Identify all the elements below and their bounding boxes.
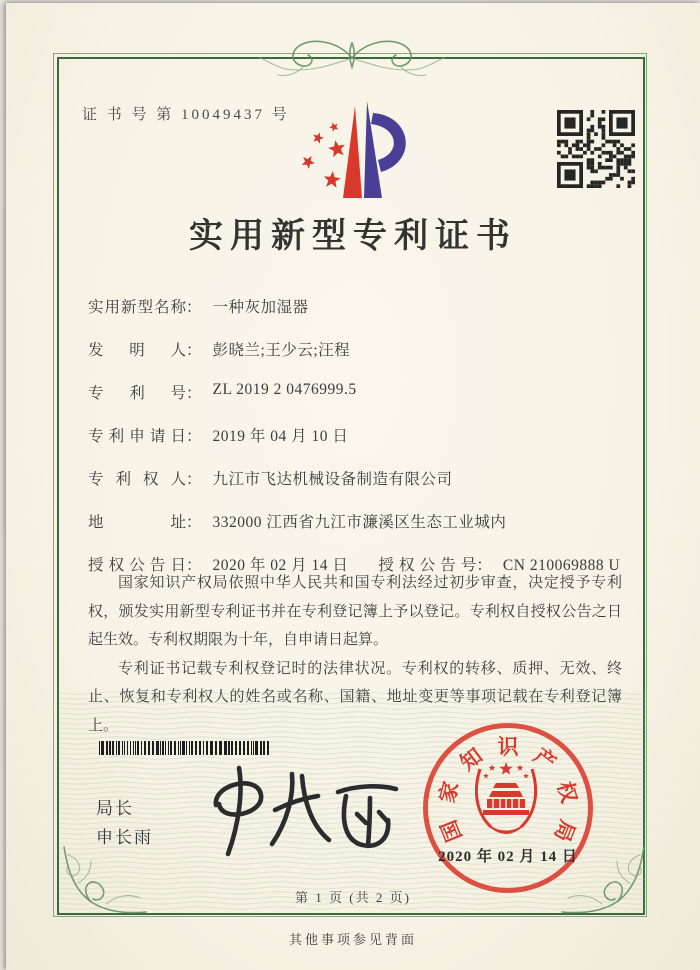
back-note: 其他事项参见背面 xyxy=(288,932,417,947)
field-value: 彭晓兰;王少云;汪程 xyxy=(212,342,351,359)
field-row-address xyxy=(88,510,628,537)
seal-char: 国 xyxy=(436,816,467,846)
colon: ： xyxy=(186,514,202,531)
seal-char: 局 xyxy=(549,816,580,846)
colon: ： xyxy=(186,342,202,359)
seal-char: 家 xyxy=(434,778,464,806)
field-value: ZL 2019 2 0476999.5 xyxy=(212,381,357,398)
certificate-number: 证 书 号 第 10049437 号 xyxy=(82,107,290,123)
page-number: 第 1 页 (共 2 页) xyxy=(295,890,411,905)
officer-name: 申长雨 xyxy=(96,828,153,847)
field-value: CN 210069888 U xyxy=(502,557,621,574)
field-row-patentee xyxy=(88,467,628,494)
qr-code xyxy=(557,110,635,188)
colon: ： xyxy=(186,385,202,402)
field-row-patent-no xyxy=(88,381,628,408)
officer-block xyxy=(96,794,153,852)
cnipa-logo-icon xyxy=(294,99,426,205)
field-value: 332000 江西省九江市濂溪区生态工业城内 xyxy=(212,514,507,531)
seal-date: 2020 年 02 月 14 日 xyxy=(438,849,578,865)
certificate-page xyxy=(6,3,700,970)
field-label: 授权公告号 xyxy=(378,557,477,574)
field-label: 授权公告日 xyxy=(88,557,186,574)
certificate-title: 实用新型专利证书 xyxy=(189,218,517,255)
colon: ： xyxy=(186,471,202,488)
colon: ： xyxy=(476,557,492,574)
top-border-ornament-icon xyxy=(246,33,458,83)
fields-section xyxy=(88,295,628,596)
field-label: 发明人 xyxy=(88,342,186,359)
field-row-name xyxy=(88,295,628,322)
field-label: 专利号 xyxy=(88,385,186,402)
seal-char: 权 xyxy=(552,778,582,806)
barcode xyxy=(99,741,275,755)
official-seal xyxy=(423,723,593,893)
seal-char: 识 xyxy=(497,735,519,759)
field-value: 一种灰加湿器 xyxy=(212,299,309,316)
legal-paragraph-1: 国家知识产权局依照中华人民共和国专利法经过初步审查，决定授予专利权，颁发实用新型专利证书并在专利登记簿上予以登记。专利权自授权公告之日起生效。专利权期限为十年，自申请日起算。 xyxy=(88,575,622,648)
legal-text xyxy=(88,569,622,740)
officer-title: 局长 xyxy=(96,799,134,818)
field-row-inventors xyxy=(88,338,628,365)
field-value: 2020 年 02 月 14 日 xyxy=(212,557,349,574)
field-label: 地址 xyxy=(88,514,186,531)
field-value: 2019 年 04 月 10 日 xyxy=(212,428,349,445)
seal-char: 知 xyxy=(455,743,487,776)
seal-char: 产 xyxy=(529,743,561,776)
colon: ： xyxy=(186,557,202,574)
colon: ： xyxy=(186,428,202,445)
signature-handwriting xyxy=(198,761,403,861)
field-label: 专利申请日 xyxy=(88,428,186,445)
field-label: 实用新型名称 xyxy=(88,299,186,316)
legal-paragraph-2: 专利证书记载专利权登记时的法律状况。专利权的转移、质押、无效、终止、恢复和专利权人的姓名或名称、国籍、地址变更等事项记载在专利登记簿上。 xyxy=(88,660,622,734)
national-emblem-icon xyxy=(475,757,537,839)
field-label: 专利权人 xyxy=(88,471,186,488)
field-value: 九江市飞达机械设备制造有限公司 xyxy=(212,471,453,488)
colon: ： xyxy=(186,299,202,316)
field-row-filing-date xyxy=(88,424,628,451)
